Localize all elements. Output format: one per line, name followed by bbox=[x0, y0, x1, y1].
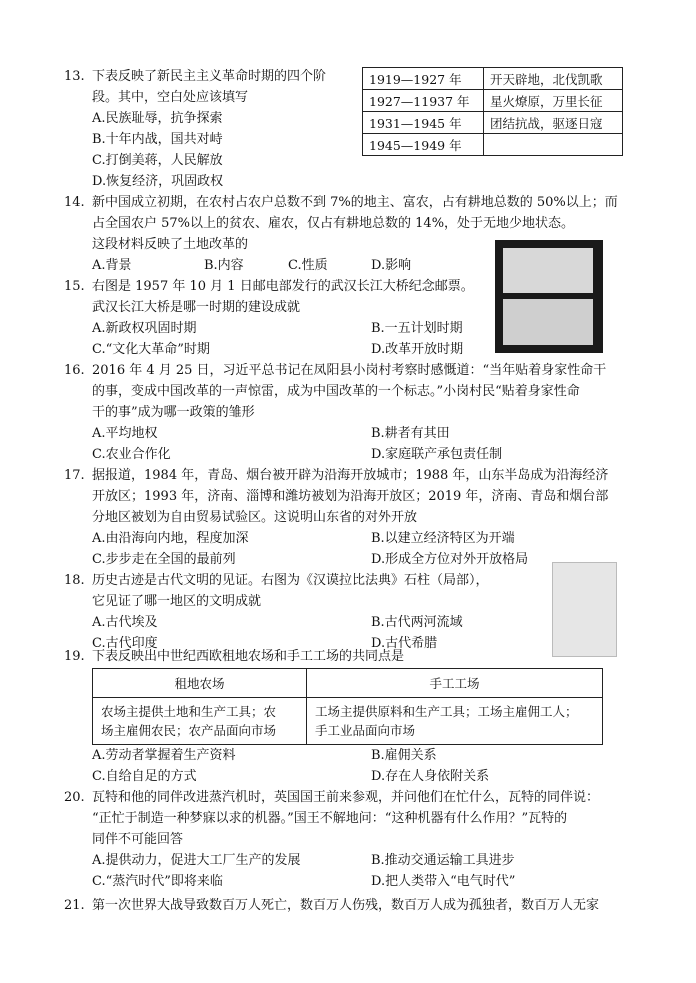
option-d[interactable]: D.古代希腊 bbox=[371, 636, 438, 651]
question-15-line bbox=[92, 297, 300, 318]
question-text: 的事，变成中国改革的一声惊雷，成为中国改革的一个标志。”小岗村民“贴着身家性命 bbox=[92, 384, 580, 399]
table-cell: 1945—1949 年 bbox=[363, 134, 484, 156]
question-17-line bbox=[92, 507, 417, 528]
option-a[interactable]: A.背景 bbox=[92, 258, 132, 273]
option-c[interactable]: C.步步走在全国的最前列 bbox=[92, 552, 236, 567]
question-14-line bbox=[92, 213, 574, 234]
option-c[interactable]: C.古代印度 bbox=[92, 636, 158, 651]
table-cell bbox=[93, 698, 307, 745]
option-d[interactable]: D.改革开放时期 bbox=[371, 342, 464, 357]
table-row bbox=[363, 90, 623, 112]
option-c[interactable]: C.性质 bbox=[288, 258, 328, 273]
blank-cell bbox=[484, 134, 623, 156]
question-17-line bbox=[92, 486, 608, 507]
question-text: 同伴不可能回答 bbox=[92, 832, 184, 847]
option-a[interactable]: A.由沿海向内地，程度加深 bbox=[92, 531, 249, 546]
question-text: 它见证了哪一地区的文明成就 bbox=[92, 594, 262, 609]
question-text: 下表反映出中世纪西欧租地农场和手工工场的共同点是 bbox=[92, 649, 405, 664]
option-a[interactable]: A.民族耻辱，抗争探索 bbox=[92, 111, 223, 126]
table-cell bbox=[307, 698, 603, 745]
option-a[interactable]: A.古代埃及 bbox=[92, 615, 158, 630]
option-c[interactable]: C.自给自足的方式 bbox=[92, 769, 197, 784]
question-16-line bbox=[92, 381, 580, 402]
table-cell: 1927—11937 年 bbox=[363, 90, 484, 112]
question-19-line bbox=[92, 646, 404, 667]
question-18-line bbox=[92, 570, 489, 591]
question-20-line bbox=[92, 829, 183, 850]
cell-line: 农场主提供土地和生产工具；农 bbox=[101, 704, 277, 719]
question-text: 瓦特和他的同伴改进蒸汽机时，英国国王前来参观，并问他们在忙什么，瓦特的同伴说： bbox=[92, 790, 600, 805]
question-text: 新中国成立初期，在农村占农户总数不到 7%的地主、富农，占有耕地总数的 50%以上；而 bbox=[92, 195, 618, 210]
question-20-line bbox=[92, 787, 599, 808]
hammurabi-stele-image bbox=[552, 562, 617, 657]
option-d[interactable]: D.家庭联产承包责任制 bbox=[371, 447, 503, 462]
table-cell: 星火燎原，万里长征 bbox=[484, 90, 623, 112]
option-c[interactable]: C.“蒸汽时代”即将来临 bbox=[92, 874, 223, 889]
question-number: 21. bbox=[64, 898, 85, 913]
question-text: 干的事”成为哪一政策的雏形 bbox=[92, 405, 255, 420]
question-text: 历史古迹是古代文明的见证。右图为《汉谟拉比法典》石柱（局部）， bbox=[92, 573, 489, 588]
option-d[interactable]: D.影响 bbox=[371, 258, 412, 273]
option-a[interactable]: A.提供动力，促进大工厂生产的发展 bbox=[92, 853, 301, 868]
option-b[interactable]: B.古代两河流域 bbox=[371, 615, 463, 630]
question-14 bbox=[64, 192, 85, 213]
option-b[interactable]: B.内容 bbox=[204, 258, 244, 273]
bridge-stamp-1 bbox=[503, 248, 593, 293]
table-cell: 1919—1927 年 bbox=[363, 68, 484, 90]
question-17 bbox=[64, 465, 85, 486]
question-13-line bbox=[92, 87, 248, 108]
question-13-line bbox=[92, 66, 326, 87]
question-21 bbox=[64, 895, 85, 916]
question-number: 20. bbox=[64, 790, 85, 805]
option-c[interactable]: C.“文化大革命”时期 bbox=[92, 342, 210, 357]
question-text: 占全国农户 57%以上的贫农、雇农，仅占有耕地总数的 14%，处于无地少地状态。 bbox=[92, 216, 575, 231]
question-text: 2016 年 4 月 25 日，习近平总书记在凤阳县小岗村考察时感慨道：“当年贴着身家性命干 bbox=[92, 363, 607, 378]
option-a[interactable]: A.新政权巩固时期 bbox=[92, 321, 197, 336]
option-a[interactable]: A.劳动者掌握着生产资料 bbox=[92, 748, 236, 763]
question-15-line bbox=[92, 276, 474, 297]
question-17-line bbox=[92, 465, 608, 486]
column-header: 手工工场 bbox=[307, 669, 603, 698]
question-14-line bbox=[92, 192, 618, 213]
cell-line: 工场主提供原料和生产工具；工场主雇佣工人； bbox=[315, 704, 578, 719]
question-16-line bbox=[92, 360, 606, 381]
question-20 bbox=[64, 787, 85, 808]
table-row bbox=[363, 68, 623, 90]
question-text: 武汉长江大桥是哪一时期的建设成就 bbox=[92, 300, 301, 315]
question-19 bbox=[64, 646, 85, 667]
table-cell: 开天辟地，北伐凯歌 bbox=[484, 68, 623, 90]
question-20-line bbox=[92, 808, 567, 829]
table-cell: 1931—1945 年 bbox=[363, 112, 484, 134]
question-21-line bbox=[92, 895, 599, 916]
bridge-stamp-2 bbox=[503, 299, 593, 345]
comparison-table bbox=[92, 668, 603, 745]
option-b[interactable]: B.耕者有其田 bbox=[371, 426, 450, 441]
question-number: 15. bbox=[64, 279, 85, 294]
option-d[interactable]: D.形成全方位对外开放格局 bbox=[371, 552, 529, 567]
question-number: 14. bbox=[64, 195, 85, 210]
question-15 bbox=[64, 276, 85, 297]
question-text: 右图是 1957 年 10 月 1 日邮电部发行的武汉长江大桥纪念邮票。 bbox=[92, 279, 474, 294]
question-text: 分地区被划为自由贸易试验区。这说明山东省的对外开放 bbox=[92, 510, 418, 525]
option-c[interactable]: C.打倒美蒋，人民解放 bbox=[92, 153, 223, 168]
option-d[interactable]: D.存在人身依附关系 bbox=[371, 769, 490, 784]
option-b[interactable]: B.雇佣关系 bbox=[371, 748, 437, 763]
option-b[interactable]: B.推动交通运输工具进步 bbox=[371, 853, 515, 868]
option-b[interactable]: B.以建立经济特区为开端 bbox=[371, 531, 515, 546]
question-18 bbox=[64, 570, 85, 591]
option-d[interactable]: D.把人类带入“电气时代” bbox=[371, 874, 516, 889]
question-text: “正忙于制造一种梦寐以求的机器。”国王不解地问：“这种机器有什么作用？”瓦特的 bbox=[92, 811, 568, 826]
period-table bbox=[362, 67, 623, 156]
question-number: 17. bbox=[64, 468, 85, 483]
question-number: 18. bbox=[64, 573, 85, 588]
question-text: 开放区；1993 年，济南、淄博和潍坊被划为沿海开放区；2019 年，济南、青岛和烟台部 bbox=[92, 489, 609, 504]
column-header: 租地农场 bbox=[93, 669, 307, 698]
table-header-row bbox=[93, 669, 603, 698]
question-16-line bbox=[92, 402, 255, 423]
option-b[interactable]: B.一五计划时期 bbox=[371, 321, 463, 336]
table-cell: 团结抗战，驱逐日寇 bbox=[484, 112, 623, 134]
question-text: 据报道，1984 年，青岛、烟台被开辟为沿海开放城市；1988 年，山东半岛成为沿海经济 bbox=[92, 468, 609, 483]
cell-line: 手工业品面向市场 bbox=[315, 723, 416, 738]
question-text: 下表反映了新民主主义革命时期的四个阶 bbox=[92, 69, 327, 84]
table-row bbox=[363, 134, 623, 156]
table-row bbox=[93, 698, 603, 745]
question-text: 第一次世界大战导致数百万人死亡，数百万人伤残，数百万人成为孤独者，数百万人无家 bbox=[92, 898, 600, 913]
question-16 bbox=[64, 360, 85, 381]
question-text: 这段材料反映了土地改革的 bbox=[92, 237, 249, 252]
option-b[interactable]: B.十年内战，国共对峙 bbox=[92, 132, 223, 147]
question-text: 段。其中，空白处应该填写 bbox=[92, 90, 249, 105]
stamp-image bbox=[495, 240, 603, 353]
option-a[interactable]: A.平均地权 bbox=[92, 426, 158, 441]
question-18-line bbox=[92, 591, 261, 612]
question-14-line bbox=[92, 234, 248, 255]
table-row bbox=[363, 112, 623, 134]
option-c[interactable]: C.农业合作化 bbox=[92, 447, 171, 462]
question-number: 13. bbox=[64, 69, 85, 84]
option-d[interactable]: D.恢复经济，巩固政权 bbox=[92, 174, 224, 189]
question-number: 19. bbox=[64, 649, 85, 664]
cell-line: 场主雇佣农民；农产品面向市场 bbox=[101, 723, 277, 738]
question-number: 16. bbox=[64, 363, 85, 378]
